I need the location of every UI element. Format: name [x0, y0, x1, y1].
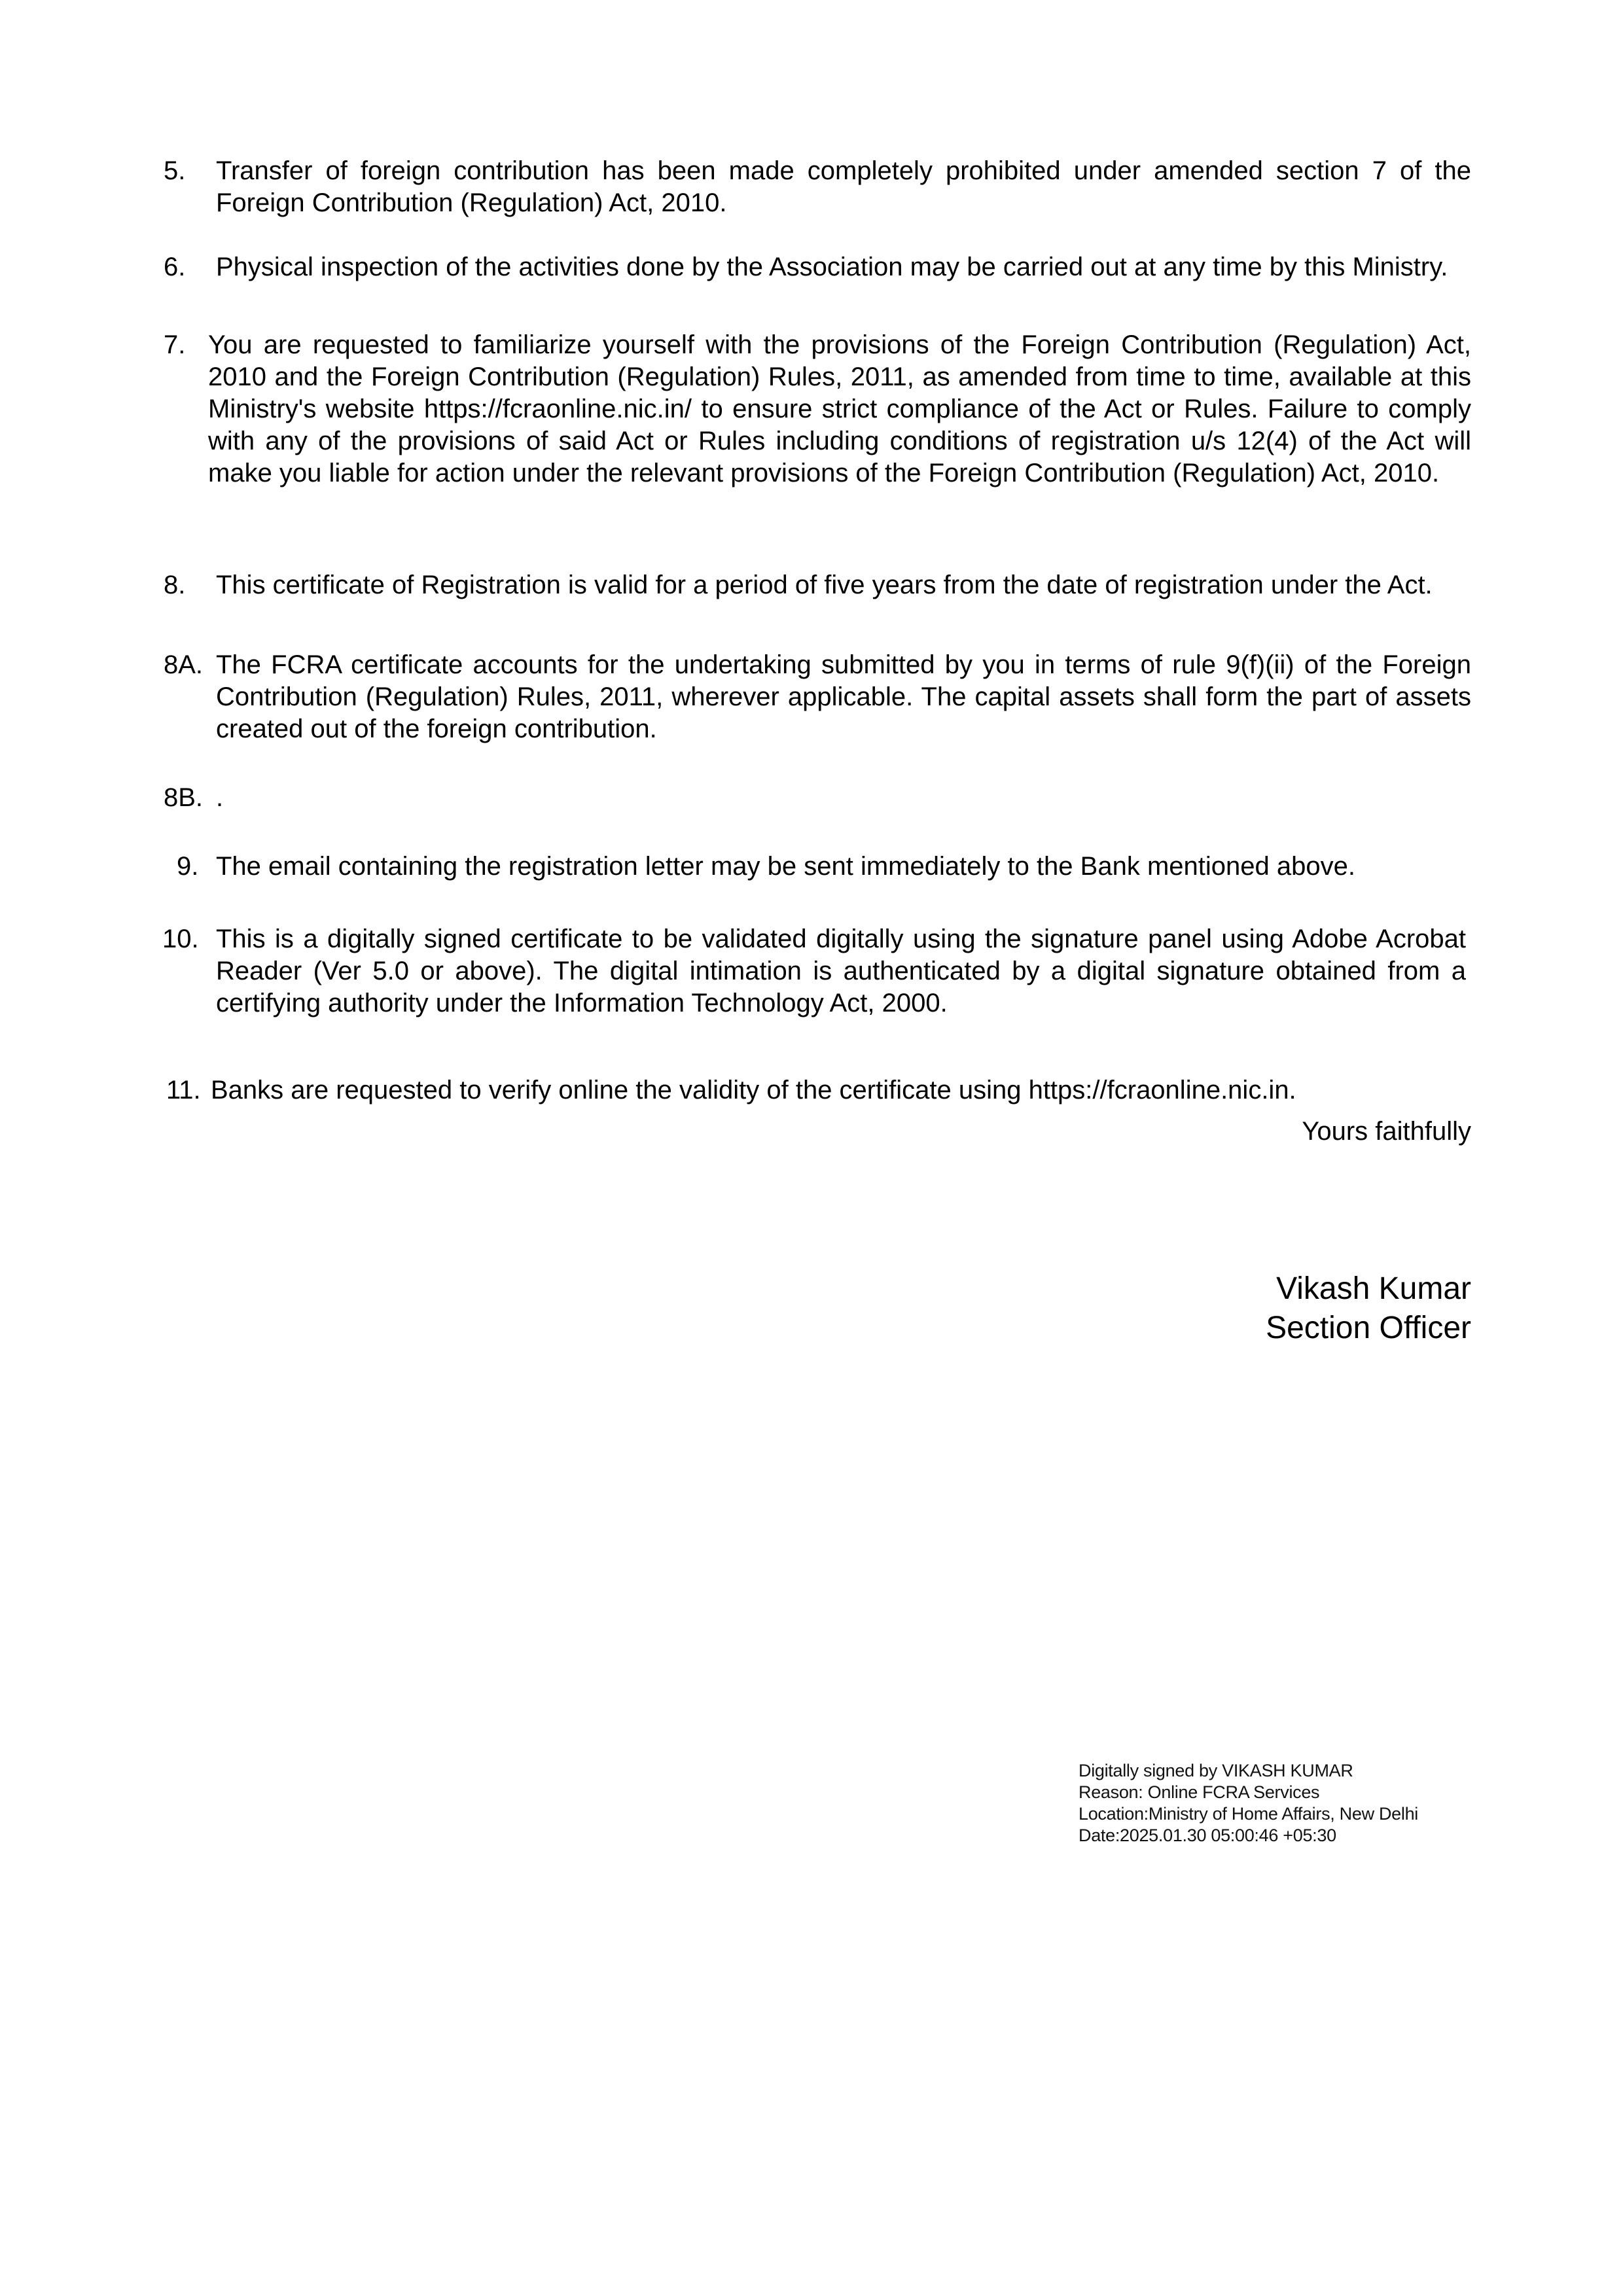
- clause-text: Transfer of foreign contribution has been made completely prohibited under amended section 7 of the Foreign Contribution (Regulation) Act, 2010.: [216, 156, 1471, 217]
- clause-text: .: [216, 783, 224, 812]
- clause-number: 8B.: [164, 783, 204, 812]
- digital-signature-date: Date:2025.01.30 05:00:46 +05:30: [1079, 1826, 1336, 1845]
- clause-text: This is a digitally signed certificate to be validated digitally using the signature panel using Adobe Acrobat Reader (Ver 5.0 or above). The digital intimation is authenticated by a digital signature obtained from a certifying authority under the Information Technology Act, 2000.: [216, 925, 1466, 1017]
- clause-8: [164, 569, 1471, 601]
- clause-text: The FCRA certificate accounts for the undertaking submitted by you in terms of rule 9(f)(ii) of the Foreign Contribution (Regulation) Rules, 2011, wherever applicable. The capital assets shall form the part of assets created out of the foreign contribution.: [216, 650, 1471, 743]
- clause-5: [164, 155, 1471, 219]
- signatory-block: [1266, 1269, 1471, 1348]
- clause-7: [164, 329, 1471, 489]
- clause-number: 8A.: [164, 650, 204, 679]
- clause-8a: [164, 649, 1471, 745]
- digital-signature-block[interactable]: [1079, 1760, 1418, 1846]
- clause-number: 5.: [164, 156, 186, 185]
- closing-salutation: Yours faithfully: [1302, 1117, 1471, 1146]
- signatory-designation: Section Officer: [1266, 1311, 1471, 1345]
- clause-number: 10.: [162, 925, 199, 953]
- digital-signature-reason: Reason: Online FCRA Services: [1079, 1782, 1320, 1802]
- clause-number: 7.: [164, 330, 186, 359]
- clause-10: [164, 923, 1466, 1019]
- digital-signature-location: Location:Ministry of Home Affairs, New Delhi: [1079, 1804, 1419, 1824]
- clause-text: Banks are requested to verify online the validity of the certificate using https://fcraonline.nic.in.: [211, 1076, 1296, 1104]
- clause-text: This certificate of Registration is valid for a period of five years from the date of registration under the Act.: [216, 571, 1433, 599]
- clause-number: 8.: [164, 571, 186, 599]
- clause-number: 9.: [177, 852, 199, 881]
- clause-11: [164, 1074, 1471, 1106]
- clause-8b: [164, 782, 1471, 814]
- clause-text: Physical inspection of the activities done by the Association may be carried out at any time by this Ministry.: [216, 253, 1448, 281]
- clause-text: The email containing the registration letter may be sent immediately to the Bank mentioned above.: [216, 852, 1355, 881]
- digital-signature-signer: Digitally signed by VIKASH KUMAR: [1079, 1761, 1353, 1780]
- clause-9: [164, 851, 1471, 883]
- clause-number: 6.: [164, 253, 186, 281]
- clause-text: You are requested to familiarize yourself with the provisions of the Foreign Contribution (Regulation) Act, 2010 and the Foreign Contribution (Regulation) Rules, 2011, as amended from time to time, available at this Ministry's website https://fcraonline.nic.in/ to ensure strict compliance of the Act or Rules. Failure to comply with any of the provisions of said Act or Rules including conditions of registration u/s 12(4) of the Act will make you liable for action under the relevant provisions of the Foreign Contribution (Regulation) Act, 2010.: [208, 330, 1471, 487]
- clause-number: 11.: [166, 1076, 201, 1104]
- clause-6: [164, 251, 1471, 283]
- signatory-name: Vikash Kumar: [1276, 1271, 1471, 1306]
